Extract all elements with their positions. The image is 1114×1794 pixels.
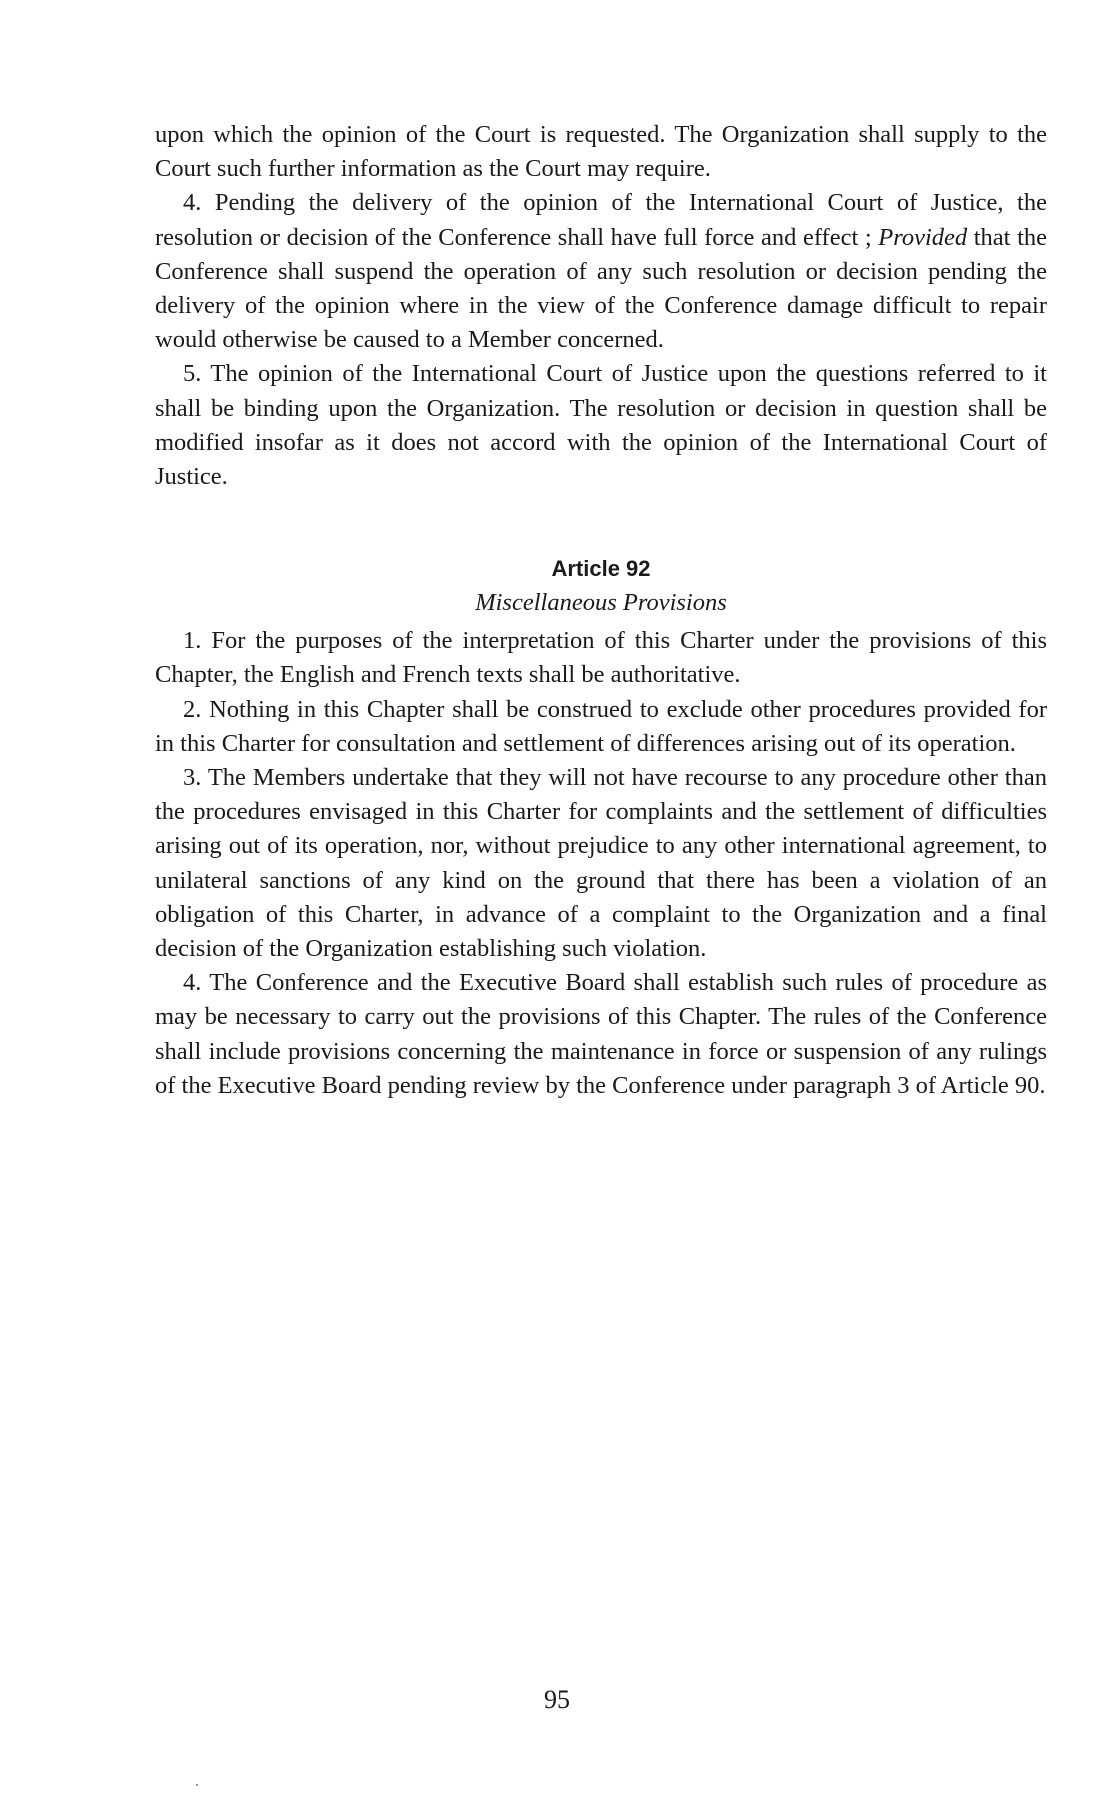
paragraph-4 (155, 186, 1047, 357)
article-92-paragraph-4: 4. The Conference and the Executive Board shall establish such rules of procedure as may be necessary to carry out the provisions of this Chapter. The rules of the Conference shall include provisions concerning the maintenance in force or suspension of any rulings of the Executive Board pending review by the Conference under paragraph 3 of Article 90. (155, 969, 1047, 1099)
article-92-paragraph-1: 1. For the purposes of the interpretation of this Charter under the provisions of this Chapter, the English and French texts shall be authoritative. (155, 627, 1047, 689)
paragraph-5: 5. The opinion of the International Court of Justice upon the questions referred to it shall be binding upon the Organization. The resolution or decision in question shall be modified insofar as it does not accord with the opinion of the International Court of Justice. (155, 360, 1047, 491)
paragraph-continuation: upon which the opinion of the Court is requested. The Organization shall supply to the Court such further information as the Court may require. (155, 121, 1047, 183)
article-heading: Article 92 (551, 556, 651, 582)
page-number: 95 (544, 1685, 570, 1714)
article-subheading: Miscellaneous Provisions (475, 589, 727, 617)
paragraph-4-text-end: that the Conference shall suspend the operation of any such resolution or decision pending the delivery of the opinion where in the view of the Conference damage difficult to repair would otherwise be caused to a Member concerned. (155, 223, 1047, 354)
paragraph-4-italic-provided: Provided (878, 223, 968, 251)
article-92-paragraph-3: 3. The Members undertake that they will not have recourse to any procedure other than the procedures envisaged in this Charter for complaints and the settlement of difficulties arising out of its operation, nor, without prejudice to any other international agreement, to unilateral sanctions of any kind on the ground that there has been a violation of an obligation of this Charter, in advance of a complaint to the Organization and a final decision of the Organization establishing such violation. (155, 764, 1047, 963)
article-92-paragraph-2: 2. Nothing in this Chapter shall be construed to exclude other procedures provided for in this Charter for consultation and settlement of differences arising out of its operation. (155, 695, 1047, 757)
scan-speck (196, 1784, 198, 1786)
paragraph-4-text-start: 4. Pending the delivery of the opinion of the International Court of Justice, the resolution or decision of the Conference shall have full force and effect ; (155, 189, 1047, 251)
page-body (155, 118, 1047, 1103)
